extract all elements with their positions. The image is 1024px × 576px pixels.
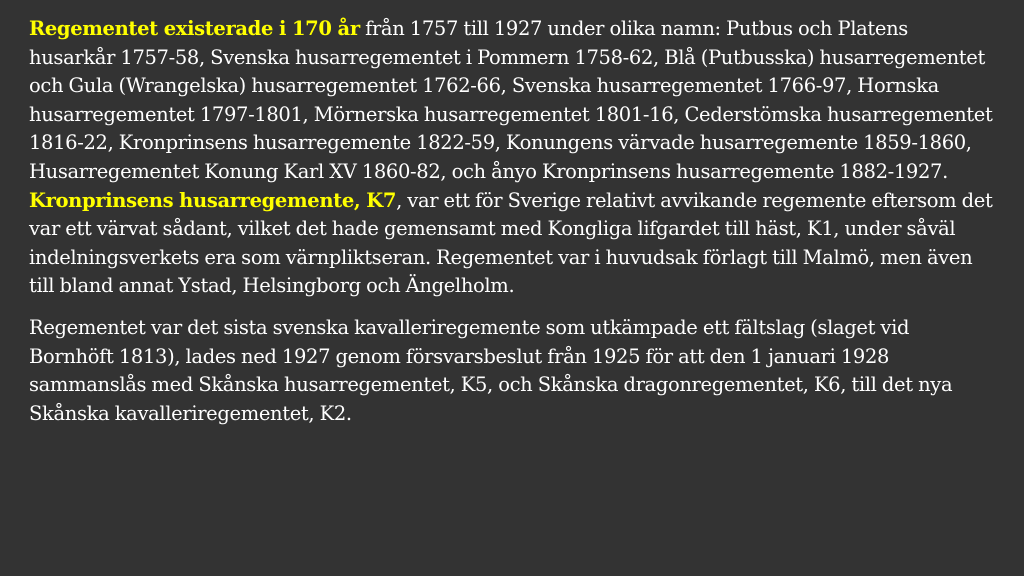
paragraph-kronprinsens (29, 187, 994, 301)
paragraph-kronprinsens-text: , var ett för Sverige relativt avvikande regemente eftersom det var ett värvat sådant, vilket det hade gemensamt med Kongliga lifgardet till häst, K1, under såväl indelningsverkets era som värnpliktseran. Regementet var i huvudsak förlagt till Malmö, men även till bland annat Ystad, Helsingborg och Ängelholm. (29, 188, 993, 298)
heading-kronprinsens-k7: Kronprinsens husarregemente, K7 (29, 188, 397, 212)
paragraph-history (29, 15, 994, 187)
paragraph-last-battle (29, 314, 994, 428)
paragraph-history-text: från 1757 till 1927 under olika namn: Putbus och Platens husarkår 1757-58, Svenska husarregementet i Pommern 1758-62, Blå (Putbusska) husarregementet och Gula (Wrangelska) husarregementet 1762-66, Svenska husarregementet 1766-97, Hornska husarregementet 1797-1801, Mörnerska husarregementet 1801-16, Cederstömska husarregementet 1816-22, Kronprinsens husarregemente 1822-59, Konungens värvade husarregemente 1859-1860, Husarregementet Konung Karl XV 1860-82, och ånyo Kronprinsens husarregemente 1882-1927. (29, 17, 993, 183)
paragraph-last-battle-text: Regementet var det sista svenska kavalleriregemente som utkämpade ett fältslag (slaget vid Bornhöft 1813), lades ned 1927 genom försvarsbeslut från 1925 för att den 1 januari 1928 sammanslås med Skånska husarregementet, K5, och Skånska dragonregementet, K6, till det nya Skånska kavalleriregementet, K2. (29, 315, 953, 425)
heading-regiment-existence: Regementet existerade i 170 år (29, 17, 360, 40)
